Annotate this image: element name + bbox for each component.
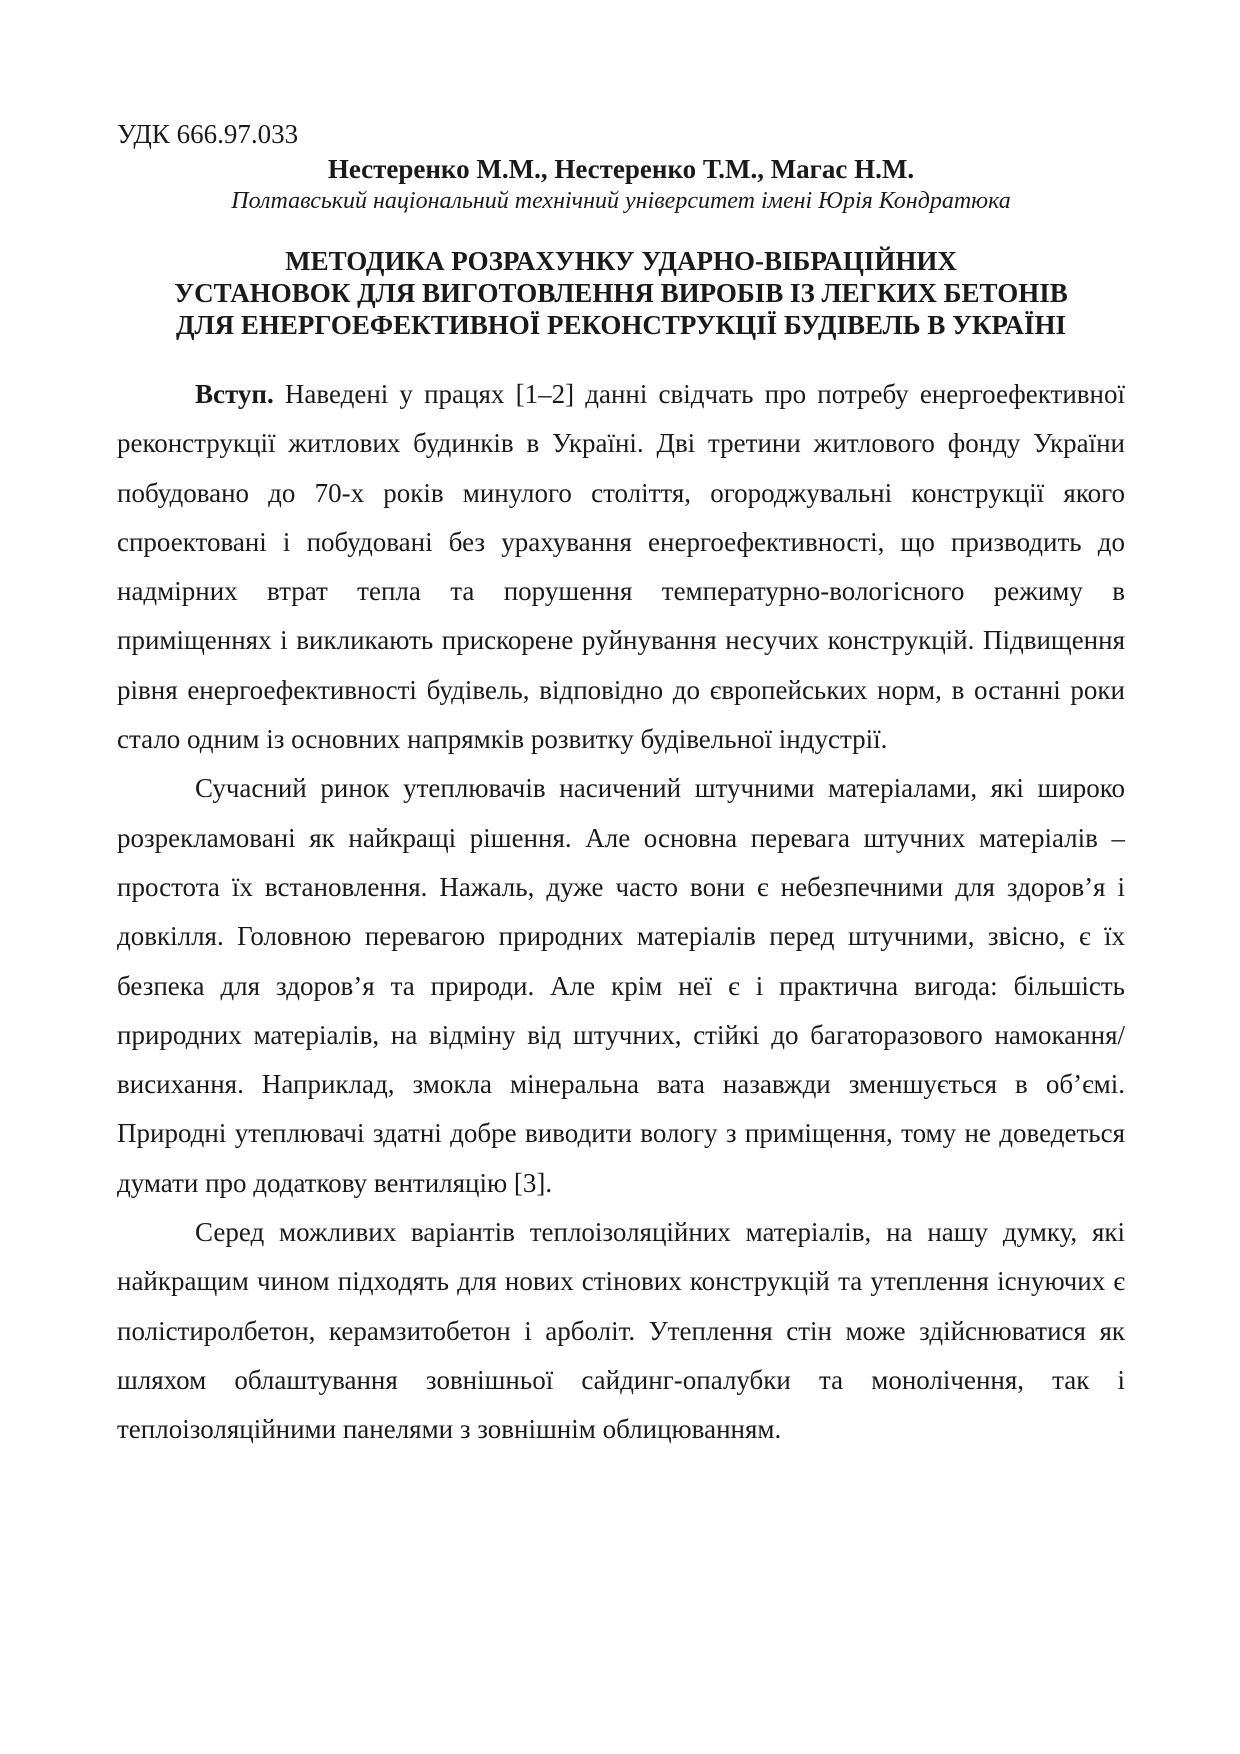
title-line: УСТАНОВОК ДЛЯ ВИГОТОВЛЕННЯ ВИРОБІВ ІЗ ЛЕГКИХ БЕТОНІВ: [174, 278, 1068, 308]
paragraph: [117, 764, 1125, 1208]
udc-code: УДК 666.97.033: [117, 119, 299, 149]
paragraph-introduction: [117, 370, 1125, 764]
paragraph-text: Наведені у працях [1–2] данні свідчать про потребу енергоефективної реконструкції житлових будинків в Україні. Дві третини житлового фонду України побудовано до 70-х років минулого століття, огороджувальні конструкції якого спроектовані і побудовані без урахування енергоефективності, що призводить до надмірних втрат тепла та порушення температурно-вологісного режиму в приміщеннях і викликають прискорене руйнування несучих конструкцій. Підвищення рівня енергоефективності будівель, відповідно до європейських норм, в останні роки стало одним із основних напрямків розвитку будівельної індустрії.: [117, 379, 1125, 755]
paper-title: [117, 245, 1125, 341]
title-line: МЕТОДИКА РОЗРАХУНКУ УДАРНО-ВІБРАЦІЙНИХ: [285, 246, 957, 276]
affiliation: Полтавський національний технічний університет імені Юрія Кондратюка: [231, 188, 1011, 214]
paragraph-lead: Вступ.: [195, 379, 274, 409]
paragraph-text: Сучасний ринок утеплювачів насичений штучними матеріалами, які широко розрекламовані як найкращі рішення. Але основна перевага штучних матеріалів – простота їх встановлення. Нажаль, дуже часто вони є небезпечними для здоров’я і довкілля. Головною перевагою природних матеріалів перед штучними, звісно, є їх безпека для здоров’я та природи. Але крім неї є і практична вигода: більшість природних матеріалів, на відміну від штучних, стійкі до багаторазового намокання/висихання. Наприклад, змокла мінеральна вата назавжди зменшується в об’ємі. Природні утеплювачі здатні добре виводити вологу з приміщення, тому не доведеться думати про додаткову вентиляцію [3].: [117, 773, 1125, 1198]
body-text: [117, 370, 1125, 1455]
authors: Нестеренко М.М., Нестеренко Т.М., Магас Н.М.: [327, 154, 915, 184]
title-line: ДЛЯ ЕНЕРГОЕФЕКТИВНОЇ РЕКОНСТРУКЦІЇ БУДІВЕЛЬ В УКРАЇНІ: [175, 310, 1067, 340]
paragraph-text: Серед можливих варіантів теплоізоляційних матеріалів, на нашу думку, які найкращим чином підходять для нових стінових конструкцій та утеплення існуючих є полістиролбетон, керамзитобетон і арболіт. Утеплення стін може здійснюватися як шляхом облаштування зовнішньої сайдинг-опалубки та монолічення, так і теплоізоляційними панелями з зовнішнім облицюванням.: [117, 1217, 1125, 1445]
paragraph: [117, 1208, 1125, 1454]
